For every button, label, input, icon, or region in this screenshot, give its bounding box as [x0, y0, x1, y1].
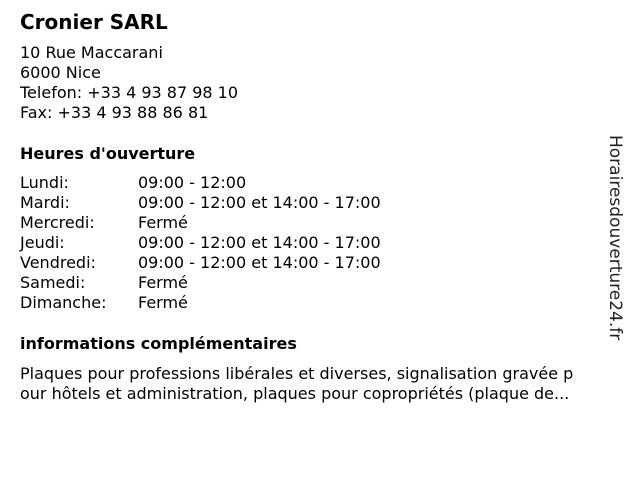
hours-heading: Heures d'ouverture: [20, 144, 196, 163]
info-heading: informations complémentaires: [20, 334, 297, 353]
hours-day: Vendredi:: [20, 253, 96, 272]
hours-day: Mardi:: [20, 193, 70, 212]
hours-time: Fermé: [138, 293, 188, 312]
hours-time: 09:00 - 12:00 et 14:00 - 17:00: [138, 253, 381, 272]
company-name: Cronier SARL: [20, 10, 168, 34]
hours-day: Dimanche:: [20, 293, 107, 312]
hours-day: Jeudi:: [20, 233, 65, 252]
hours-day: Lundi:: [20, 173, 69, 192]
hours-time: Fermé: [138, 213, 188, 232]
info-description-line: Plaques pour professions libérales et diverses, signalisation gravée p: [20, 364, 574, 383]
address-city: 6000 Nice: [20, 63, 101, 82]
address-street: 10 Rue Maccarani: [20, 43, 163, 62]
info-description-line: our hôtels et administration, plaques pour copropriétés (plaque de...: [20, 384, 570, 403]
hours-day: Mercredi:: [20, 213, 95, 232]
phone-number: Telefon: +33 4 93 87 98 10: [20, 83, 239, 102]
hours-time: Fermé: [138, 273, 188, 292]
hours-time: 09:00 - 12:00 et 14:00 - 17:00: [138, 233, 381, 252]
hours-day: Samedi:: [20, 273, 86, 292]
fax-number: Fax: +33 4 93 88 86 81: [20, 103, 209, 122]
hours-time: 09:00 - 12:00 et 14:00 - 17:00: [138, 193, 381, 212]
info-description: [20, 364, 620, 404]
site-watermark: Horairesdouverture24.fr: [605, 135, 625, 341]
hours-time: 09:00 - 12:00: [138, 173, 247, 192]
